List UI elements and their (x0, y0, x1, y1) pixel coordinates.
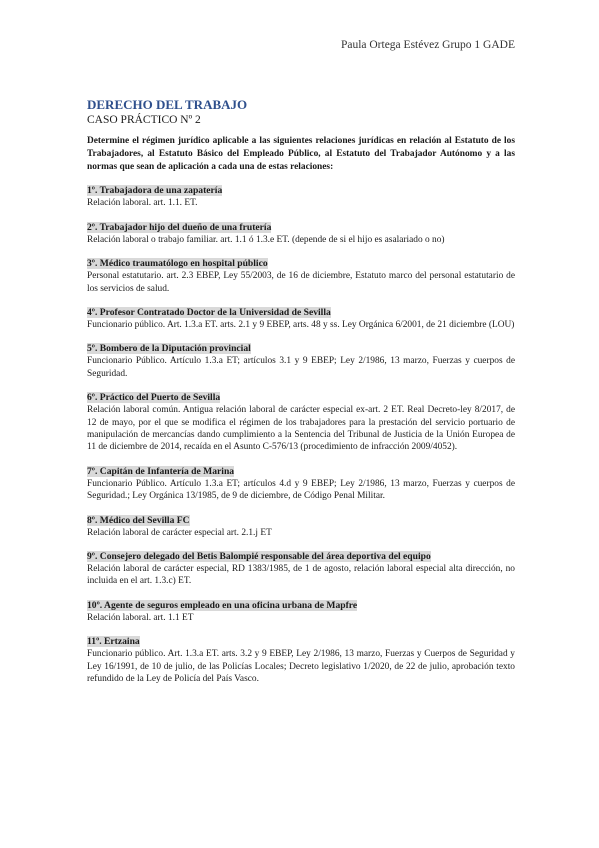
case-item-10 (87, 600, 515, 624)
case-item-2 (87, 222, 515, 246)
case-title (87, 636, 515, 648)
case-title (87, 258, 515, 270)
case-title-text: 2º. Trabajador hijo del dueño de una frutería (87, 221, 272, 233)
case-title (87, 392, 515, 404)
document-title: DERECHO DEL TRABAJO (87, 97, 248, 112)
cases-list (87, 185, 515, 685)
case-title (87, 343, 515, 355)
case-title-text: 5º. Bombero de la Diputación provincial (87, 343, 251, 355)
case-title (87, 307, 515, 319)
case-answer: Funcionario público. Art. 1.3.a ET. arts. 2.1 y 9 EBEP, arts. 48 y ss. Ley Orgánica 6/2001, de 21 diciembre (LOU) (87, 320, 515, 331)
case-item-7 (87, 466, 515, 503)
case-title-text: 3º. Médico traumatólogo en hospital público (87, 258, 268, 270)
case-title-text: 10º. Agente de seguros empleado en una oficina urbana de Mapfre (87, 599, 358, 611)
case-title (87, 515, 515, 527)
case-item-9 (87, 551, 515, 588)
case-answer: Personal estatutario. art. 2.3 EBEP, Ley 55/2003, de 16 de diciembre, Estatuto marco del personal estatutario de los servicios de salud. (87, 271, 515, 294)
case-title-text: 9º. Consejero delegado del Betis Balompié responsable del área deportiva del equipo (87, 551, 431, 563)
case-title-text: 1º. Trabajadora de una zapatería (87, 185, 223, 197)
case-answer: Relación laboral común. Antigua relación laboral de carácter especial ex-art. 2 ET. Real Decreto-ley 8/2017, de 12 de mayo, por el que se modifica el régimen de los trabajadores para la prestación del servicio portuario de manipulación de mercancías dando cumplimiento a la Sentencia del Tribunal de Justicia de la Unión Europea de 11 de diciembre de 2014, recaída en el Asunto C-576/13 (procedimiento de infracción 2009/4052). (87, 405, 515, 453)
intro-paragraph: Determine el régimen jurídico aplicable a las siguientes relaciones jurídicas en relación al Estatuto de los Trabajadores, al Estatuto Básico del Empleado Público, al Estatuto del Trabajador Autónomo y a las normas que sean de aplicación a cada una de estas relaciones: (87, 136, 515, 172)
case-title-text: 4º. Profesor Contratado Doctor de la Universidad de Sevilla (87, 307, 331, 319)
case-answer: Relación laboral de carácter especial art. 2.1.j ET (87, 527, 272, 538)
case-title (87, 600, 515, 612)
case-title (87, 222, 515, 234)
case-item-3 (87, 258, 515, 295)
case-title-text: 8º. Médico del Sevilla FC (87, 514, 190, 526)
case-title (87, 185, 515, 197)
case-answer: Relación laboral. art. 1.1. ET. (87, 198, 198, 209)
case-item-8 (87, 515, 515, 539)
case-title (87, 466, 515, 478)
case-title-text: 6º. Práctico del Puerto de Sevilla (87, 392, 221, 404)
case-answer: Funcionario Público. Artículo 1.3.a ET; artículos 3.1 y 9 EBEP; Ley 2/1986, 13 marzo, Fuerzas y cuerpos de Seguridad. (87, 356, 515, 379)
case-item-1 (87, 185, 515, 209)
case-item-5 (87, 343, 515, 380)
case-answer: Relación laboral de carácter especial, RD 1383/1985, de 1 de agosto, relación laboral especial alta dirección, no incluida en el art. 1.3.c) ET. (87, 564, 515, 587)
document-subtitle: CASO PRÁCTICO Nº 2 (87, 114, 201, 126)
case-item-4 (87, 307, 515, 331)
case-answer: Funcionario público. Art. 1.3.a ET. arts. 3.2 y 9 EBEP, Ley 2/1986, 13 marzo, Fuerzas y Cuerpos de Seguridad y Ley 16/1991, de 10 de julio, de las Policías Locales; Decreto legislativo 1/2020, de 22 de julio, aprobación texto refundido de la Ley de Policía del País Vasco. (87, 649, 515, 685)
case-title-text: 7º. Capitán de Infantería de Marina (87, 465, 235, 477)
case-title-text: 11º. Ertzaina (87, 636, 140, 648)
case-answer: Relación laboral. art. 1.1 ET (87, 612, 194, 623)
case-answer: Funcionario Público. Artículo 1.3.a ET; artículos 4.d y 9 EBEP; Ley 2/1986, 13 marzo, Fuerzas y cuerpos de Seguridad.; Ley Orgánica 13/1985, de 9 de diciembre, de Código Penal Militar. (87, 478, 515, 502)
case-item-11 (87, 636, 515, 685)
page-header-author: Paula Ortega Estévez Grupo 1 GADE (340, 39, 515, 51)
case-title (87, 551, 515, 563)
case-item-6 (87, 392, 515, 454)
document-body (87, 97, 515, 686)
case-answer: Relación laboral o trabajo familiar. art. 1.1 ó 1.3.e ET. (depende de si el hijo es asalariado o no) (87, 234, 445, 245)
